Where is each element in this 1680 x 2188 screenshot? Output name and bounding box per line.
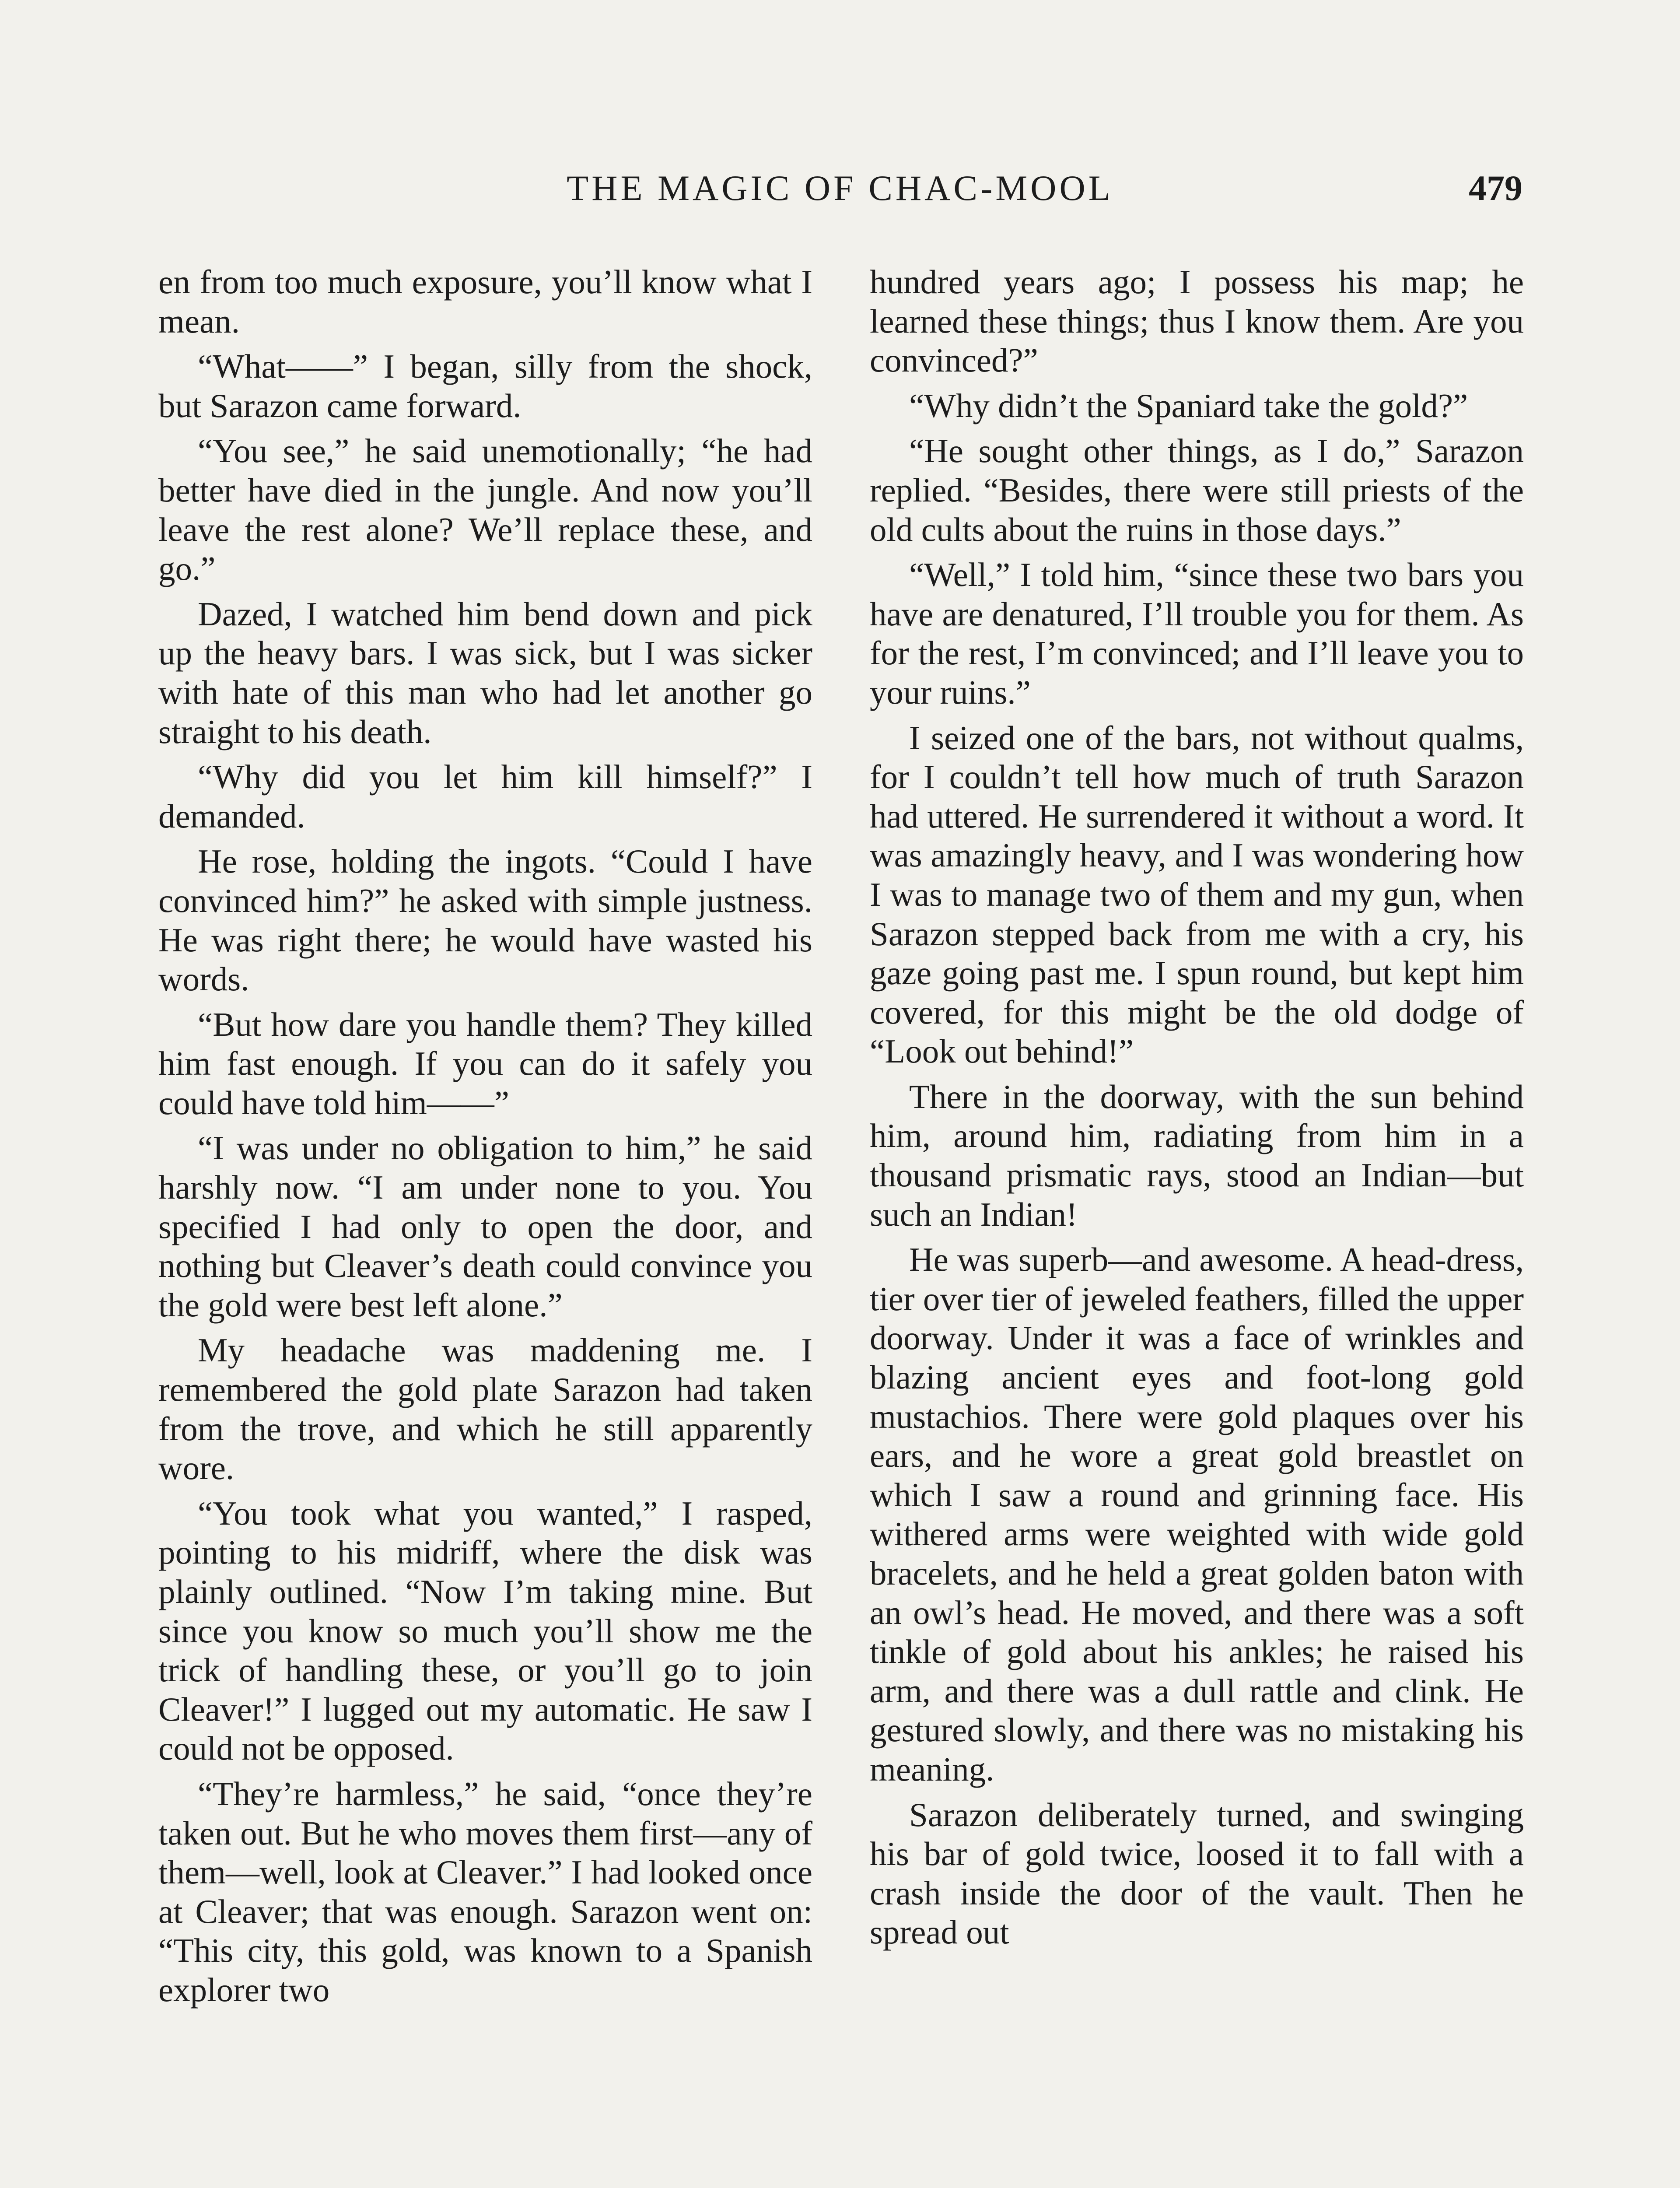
- paragraph: “You see,” he said unemotionally; “he had better have died in the jungle. And now you’ll leave the rest alone? We’ll replace these, and go.”: [158, 432, 812, 588]
- paragraph: “I was under no obligation to him,” he said harshly now. “I am under none to you. You specified I had only to open the door, and nothing but Cleaver’s death could convince you the gold were best left alone.”: [158, 1129, 812, 1324]
- paragraph: “Well,” I told him, “since these two bars you have are denatured, I’ll trouble you for them. As for the rest, I’m convinced; and I’ll leave you to your ruins.”: [870, 556, 1524, 711]
- paragraph: “Why didn’t the Spaniard take the gold?”: [909, 386, 1468, 424]
- running-title: THE MAGIC OF CHAC-MOOL: [567, 168, 1113, 208]
- paragraph: “He sought other things, as I do,” Sarazon replied. “Besides, there were still priests of the old cults about the ruins in those days.”: [870, 432, 1524, 548]
- paragraph: He rose, holding the ingots. “Could I have convinced him?” he asked with simple justness. He was right there; he would have wasted his words.: [158, 842, 812, 998]
- paragraph: “But how dare you handle them? They killed him fast enough. If you can do it safely you could have told him——”: [158, 1005, 812, 1122]
- paragraph: “Why did you let him kill himself?” I demanded.: [158, 758, 812, 835]
- left-column: [158, 263, 812, 2016]
- paragraph: hundred years ago; I possess his map; he learned these things; thus I know them. Are you convinced?”: [870, 263, 1524, 379]
- paragraph: en from too much exposure, you’ll know what I mean.: [158, 263, 812, 340]
- paragraph: “They’re harmless,” he said, “once they’re taken out. But he who moves them first—any of them—well, look at Cleaver.” I had looked once at Cleaver; that was enough. Sarazon went on: “This city, this gold, was known to a Spanish explorer two: [158, 1774, 812, 2009]
- paragraph: My headache was maddening me. I remembered the gold plate Sarazon had taken from the trove, and which he still apparently wore.: [158, 1331, 812, 1487]
- running-head: [158, 164, 1522, 212]
- paragraph: I seized one of the bars, not without qualms, for I couldn’t tell how much of truth Sarazon had uttered. He surrendered it without a word. It was amazingly heavy, and I was wondering how I was to manage two of them and my gun, when Sarazon stepped back from me with a cry, his gaze going past me. I spun round, but kept him covered, for this might be the old dodge of “Look out behind!”: [870, 719, 1524, 1070]
- paragraph: Sarazon deliberately turned, and swinging his bar of gold twice, loosed it to fall with a crash inside the door of the vault. Then he spread out: [870, 1795, 1524, 1951]
- page-number: 479: [1469, 168, 1522, 208]
- paragraph: Dazed, I watched him bend down and pick up the heavy bars. I was sick, but I was sicker with hate of this man who had let another go straight to his death.: [158, 595, 812, 750]
- paragraph: “What——” I began, silly from the shock, but Sarazon came forward.: [158, 347, 812, 424]
- right-column: [870, 263, 1524, 1958]
- paragraph: “You took what you wanted,” I rasped, pointing to his midriff, where the disk was plainly outlined. “Now I’m taking mine. But since you know so much you’ll show me the trick of handling these, or you’ll go to join Cleaver!” I lugged out my automatic. He saw I could not be opposed.: [158, 1494, 812, 1767]
- paragraph: There in the doorway, with the sun behind him, around him, radiating from him in a thousand prismatic rays, stood an Indian—but such an Indian!: [870, 1077, 1524, 1233]
- paragraph: He was superb—and awesome. A head-dress, tier over tier of jeweled feathers, filled the upper doorway. Under it was a face of wrinkles and blazing ancient eyes and foot-long gold mustachios. There were gold plaques over his ears, and he wore a great gold breastlet on which I saw a round and grinning face. His withered arms were weighted with wide gold bracelets, and he held a great golden baton with an owl’s head. He moved, and there was a soft tinkle of gold about his ankles; he raised his arm, and there was a dull rattle and clink. He gestured slowly, and there was no mistaking his meaning.: [870, 1241, 1524, 1788]
